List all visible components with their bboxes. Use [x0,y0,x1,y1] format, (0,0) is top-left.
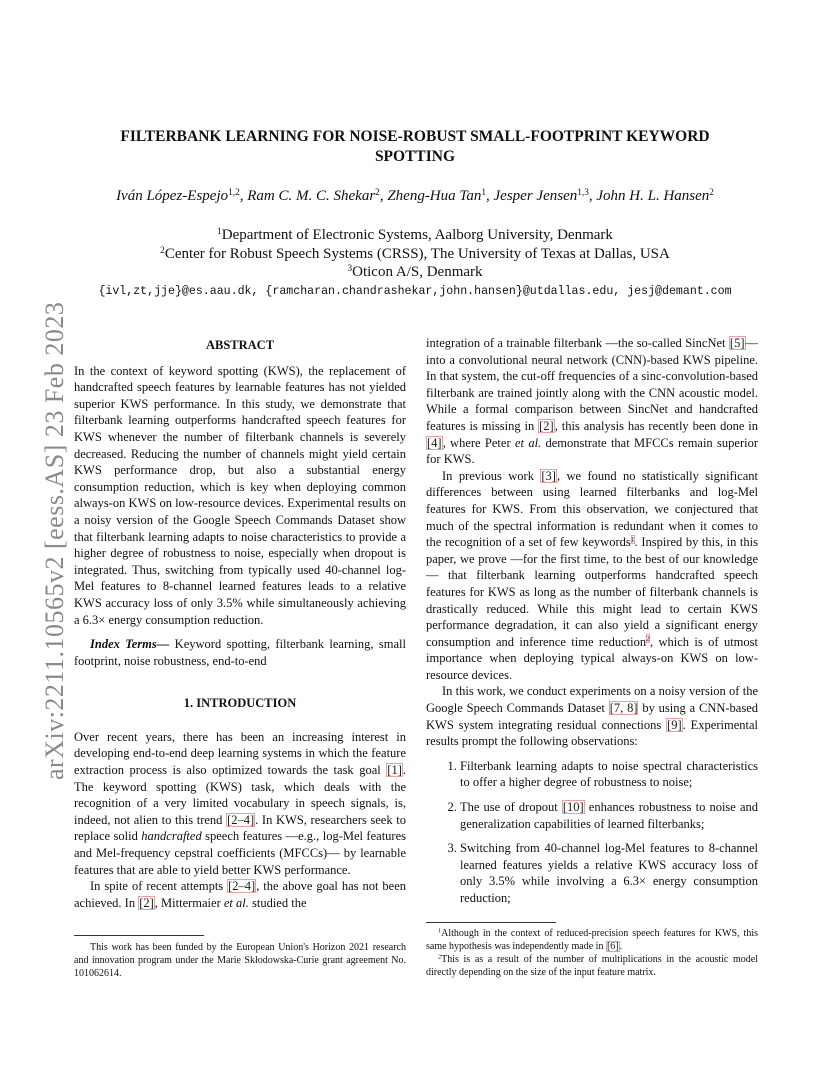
author-name: Ram C. M. C. Shekar [247,188,376,204]
title-line-1: FILTERBANK LEARNING FOR NOISE-ROBUST SMALL-FOOTPRINT KEYWORD [120,128,710,145]
index-terms [74,636,406,669]
footnote-mark: 1 [438,927,442,935]
right-column [426,335,758,915]
author-affiliation-mark: 1,2 [228,187,240,198]
affiliation-3 [70,262,760,282]
author-affiliation-mark: 1 [481,187,487,198]
index-terms-text: Keyword spotting, filterbank learning, small footprint, noise robustness, end-to-end [74,637,406,668]
affiliation-mark: 2 [160,245,165,256]
index-terms-label: Index Terms— [90,637,170,652]
affiliation-text: Department of Electronic Systems, Aalborg University, Denmark [221,227,613,243]
author [387,188,486,204]
footnote-2-text: This is as a result of the number of multiplications in the acoustic model directly depending on the size of the input feature matrix. [426,954,758,978]
arxiv-identifier[interactable]: arXiv:2211.10565v2 [eess.AS] 23 Feb 2023 [40,301,69,780]
author [247,188,380,204]
affiliation-text: Center for Robust Speech Systems (CRSS), The University of Texas at Dallas, USA [164,246,670,262]
intro-heading: 1. INTRODUCTION [183,696,297,711]
citation-link[interactable]: [10] [562,800,584,815]
citation-link[interactable]: [2] [139,895,154,910]
affiliation-2 [70,244,760,264]
citation-link[interactable]: [6] [606,941,619,952]
observations-list [426,758,758,907]
intro-paragraph-1: Over recent years, there has been an increasing interest in developing end-to-end deep learning systems in which the feature extraction process is also optimized towards the task goal [1]. The keyword spotting (KWS) task, which deals with the recognition of a very limited vocabulary in speech signals, is, indeed, not alien to this trend [2–4]. In KWS, researchers seek to replace solid handcrafted speech features —e.g., log-Mel features and Mel-frequency cepstral coefficients (MFCCs)— by learnable features that are able to yield better KWS performance. [74,729,406,877]
author-name: Zheng-Hua Tan [387,188,482,204]
author [596,188,714,204]
citation-link[interactable]: [3] [541,468,556,483]
footnote-2 [426,953,758,979]
affiliation-1 [70,225,760,245]
emphasis-text: et al. [514,435,542,450]
arxiv-stamp [18,280,69,780]
right-paragraph-1: integration of a trainable filterbank —the so-called SincNet [5]— into a convolutional neural network (CNN)-based KWS pipeline. In that system, the cut-off frequencies of a sinc-convolution-based filterbank are trained jointly along with the CNN acoustic model. While a formal comparison between SincNet and handcrafted features is missing in [2], this analysis has recently been done in [4], where Peter et al. demonstrate that MFCCs remain superior for KWS. [426,336,758,467]
citation-link[interactable]: [7, 8] [609,701,638,716]
citation-link[interactable]: [2] [539,418,554,433]
footnote-1-text: Although in the context of reduced-precision speech features for KWS, this same hypothesis was independently made in [6]. [426,928,758,952]
author-affiliation-mark: 2 [709,187,714,198]
footnote-mark: 2 [438,953,442,961]
intro-paragraph-2: In spite of recent attempts [2–4], the above goal has not been achieved. In [2], Mittermaier et al. studied the [74,879,406,910]
affiliation-mark: 1 [217,226,222,237]
author-name: Jesper Jensen [493,188,578,204]
emphasis-text: handcrafted [141,829,202,844]
affiliation-text: Oticon A/S, Denmark [352,264,483,280]
citation-link[interactable]: [9] [667,717,682,732]
footnote-link[interactable]: 1 [630,534,635,544]
left-column [74,337,406,911]
author [494,188,589,204]
author-name: Iván López-Espejo [116,188,229,204]
right-paragraph-2: In previous work [3], we found no statistically significant differences between using learned filterbanks and log-Mel features for KWS. From this observation, we conjectured that much of the spectral information is redundant when it comes to the recognition of a set of few keywords$^1$. Inspired by this, in this paper, we prove —for the first time, to the best of our knowledge— that filterbank learning outperforms handcrafted speech features for KWS as long as the number of filterbank channels is drastically reduced. While this might lead to certain KWS performance degradation, it can also yield a significant energy consumption and inference time reduction$^2$, which is of utmost importance when deploying typical always-on KWS on low-resource devices. [426,468,759,682]
author-emails: {ivl,zt,jje}@es.aau.dk, {ramcharan.chandrashekar,john.hansen}@utdallas.edu, jesj@demant.com [98,285,732,298]
author-list: Iván López-Espejo$^{1,2}$, Ram C. M. C. Shekar$^2$, Zheng-Hua Tan$^1$, Jesper Jensen$^{1,3}$, John H. L. Hansen$^2$ [116,187,714,204]
citation-link[interactable]: [2–4] [228,879,256,894]
right-paragraph-3: In this work, we conduct experiments on a noisy version of the Google Speech Commands Dataset [7, 8] by using a CNN-based KWS system integrating residual connections [9]. Experimental results prompt the following observations: [426,684,758,749]
paper-title [95,127,735,167]
author-affiliation-mark: 1,3 [577,187,589,198]
emphasis-text: et al. [223,895,249,910]
footnote-link[interactable]: 2 [646,634,650,644]
affiliation-mark: 3 [347,263,353,274]
observation-item: 3. Switching from 40-channel log-Mel features to 8-channel learned features yields a relative KWS accuracy loss of only 3.5% while involving a 6.3× energy consumption reduction; [460,840,758,906]
citation-link[interactable]: [2–4] [227,812,255,827]
footnote-1 [426,927,758,953]
observation-item: 2. The use of dropout [10] enhances robustness to noise and generalization capabilities of learned filterbanks; [460,799,758,832]
author-name: John H. L. Hansen [596,188,710,204]
observation-item: 1. Filterbank learning adapts to noise spectral characteristics to offer a higher degree of robustness to noise; [460,758,758,791]
funding-footnote: This work has been funded by the European Union's Horizon 2021 research and innovation program under the Marie Skłodowska-Curie grant agreement No. 101062614. [74,942,406,979]
footnote-rule-left [74,935,204,936]
footnote-rule-right [426,922,556,923]
author [116,188,240,204]
citation-link[interactable]: [1] [387,763,402,778]
abstract-heading: ABSTRACT [205,338,275,352]
author-affiliation-mark: 2 [375,187,380,198]
citation-link[interactable]: [4] [427,435,442,450]
citation-link[interactable]: [5] [729,336,745,350]
title-line-2: SPOTTING [374,148,456,165]
abstract-text: In the context of keyword spotting (KWS), the replacement of handcrafted speech features by learnable features has not yielded superior KWS performance. In this study, we demonstrate that filterbank learning outperforms handcrafted speech features for KWS whenever the number of filterbank channels is severely decreased. Reducing the number of channels might yield certain KWS performance drop, but also a substantial energy consumption reduction, which is key when deploying common always-on KWS on low-resource devices. Experimental results on a noisy version of the Google Speech Commands Dataset show that filterbank learning adapts to noise characteristics to provide a higher degree of robustness to noise, especially when dropout is integrated. Thus, switching from typically used 40-channel log-Mel features to 8-channel learned features leads to a relative KWS accuracy loss of only 3.5% while simultaneously achieving a 6.3× energy consumption reduction. [74,363,406,627]
